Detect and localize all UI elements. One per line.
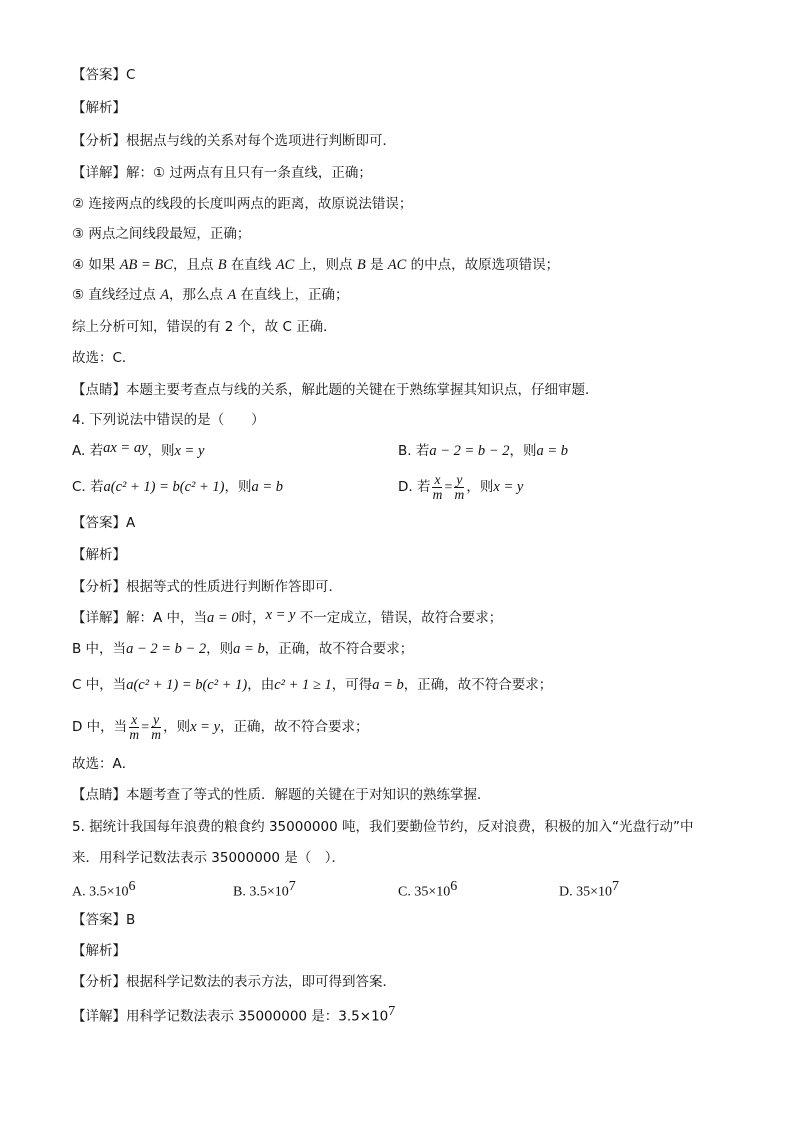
q4-choose: 故选：A． — [72, 756, 136, 772]
q3-answer: 【答案】C — [72, 67, 136, 83]
q5-answer: 【答案】B — [72, 912, 136, 928]
q3-analysis: 【分析】根据点与线的关系对每个选项进行判断即可． — [72, 133, 396, 149]
q5-analysis-label: 【解析】 — [72, 943, 126, 959]
q4-analysis: 【分析】根据等式的性质进行判断作答即可． — [72, 579, 342, 595]
q3-choose: 故选：C． — [72, 350, 136, 366]
q5-stem-line-1: 5. 据统计我国每年浪费的粮食约 35000000 吨，我们要勤俭节约，反对浪费，积极的加入“光盘行动”中 — [72, 819, 694, 835]
q4-option-d: D. 若 $\frac{x}{m}$ = $\frac{y}{m}$ ，则x = y — [398, 471, 524, 502]
q3-detail-3: ③ 两点之间线段最短，正确； — [72, 226, 251, 242]
q5-option-c: C. $35\times 10^6$ — [398, 879, 458, 900]
q4-detail-b: B 中，当a − 2 = b − 2，则a = b，正确，故不符合要求； — [72, 641, 414, 657]
q4-option-a: A. 若ax = ay，则x = y — [72, 440, 205, 459]
q4-stem: 4. 下列说法中错误的是（ ） — [72, 412, 265, 428]
q5-detail: 【详解】用科学记数法表示 35000000 是：$3.5\times 10^7$ — [72, 1004, 396, 1025]
q3-detail-5: ⑤ 直线经过点 A，那么点 A 在直线上，正确； — [72, 287, 349, 303]
fraction: $\frac{x}{m}$ — [432, 471, 443, 502]
q4-analysis-label: 【解析】 — [72, 547, 126, 563]
q3-summary: 综上分析可知，错误的有 2 个，故 C 正确． — [72, 319, 337, 335]
q4-remark: 【点睛】本题考查了等式的性质．解题的关键在于对知识的熟练掌握． — [72, 787, 491, 803]
q3-analysis-label: 【解析】 — [72, 100, 126, 116]
q5-option-b: B. $3.5\times 10^7$ — [233, 879, 296, 900]
q5-stem-line-2: 来．用科学记数法表示 35000000 是（ ）． — [72, 850, 346, 866]
q4-option-c: C. 若a(c² + 1) = b(c² + 1)，则a = b — [72, 479, 284, 495]
q3-detail-1: 【详解】解：① 过两点有且只有一条直线，正确； — [72, 165, 372, 181]
fraction: $\frac{y}{m}$ — [151, 711, 161, 742]
fraction: $\frac{x}{m}$ — [129, 711, 140, 742]
q5-analysis: 【分析】根据科学记数法的表示方法，即可得到答案． — [72, 974, 396, 990]
fraction: $\frac{y}{m}$ — [454, 471, 465, 502]
q4-option-b: B. 若a − 2 = b − 2，则a = b — [398, 443, 569, 459]
q5-option-d: D. $35\times 10^7$ — [559, 879, 620, 900]
q3-remark: 【点睛】本题主要考查点与线的关系，解此题的关键在于熟练掌握其知识点，仔细审题． — [72, 382, 599, 398]
q4-detail-a: 【详解】解：A 中，当a = 0时，x = y 不一定成立，错误，故符合要求； — [72, 607, 503, 626]
q3-detail-4: ④ 如果 AB = BC，且点 B 在直线 AC 上，则点 B 是 AC 的中点，故原选项错误； — [72, 257, 560, 273]
q4-detail-d: D 中，当 $\frac{x}{m}$ = $\frac{y}{m}$ ，则x = y，正确，故不符合要求； — [72, 711, 369, 742]
q4-detail-c: C 中，当a(c² + 1) = b(c² + 1)，由c² + 1 ≥ 1，可得a = b，正确，故不符合要求； — [72, 677, 553, 693]
q5-option-a: A. $3.5\times 10^6$ — [72, 879, 136, 900]
q3-detail-2: ② 连接两点的线段的长度叫两点的距离，故原说法错误； — [72, 196, 413, 212]
q4-answer: 【答案】A — [72, 515, 136, 531]
